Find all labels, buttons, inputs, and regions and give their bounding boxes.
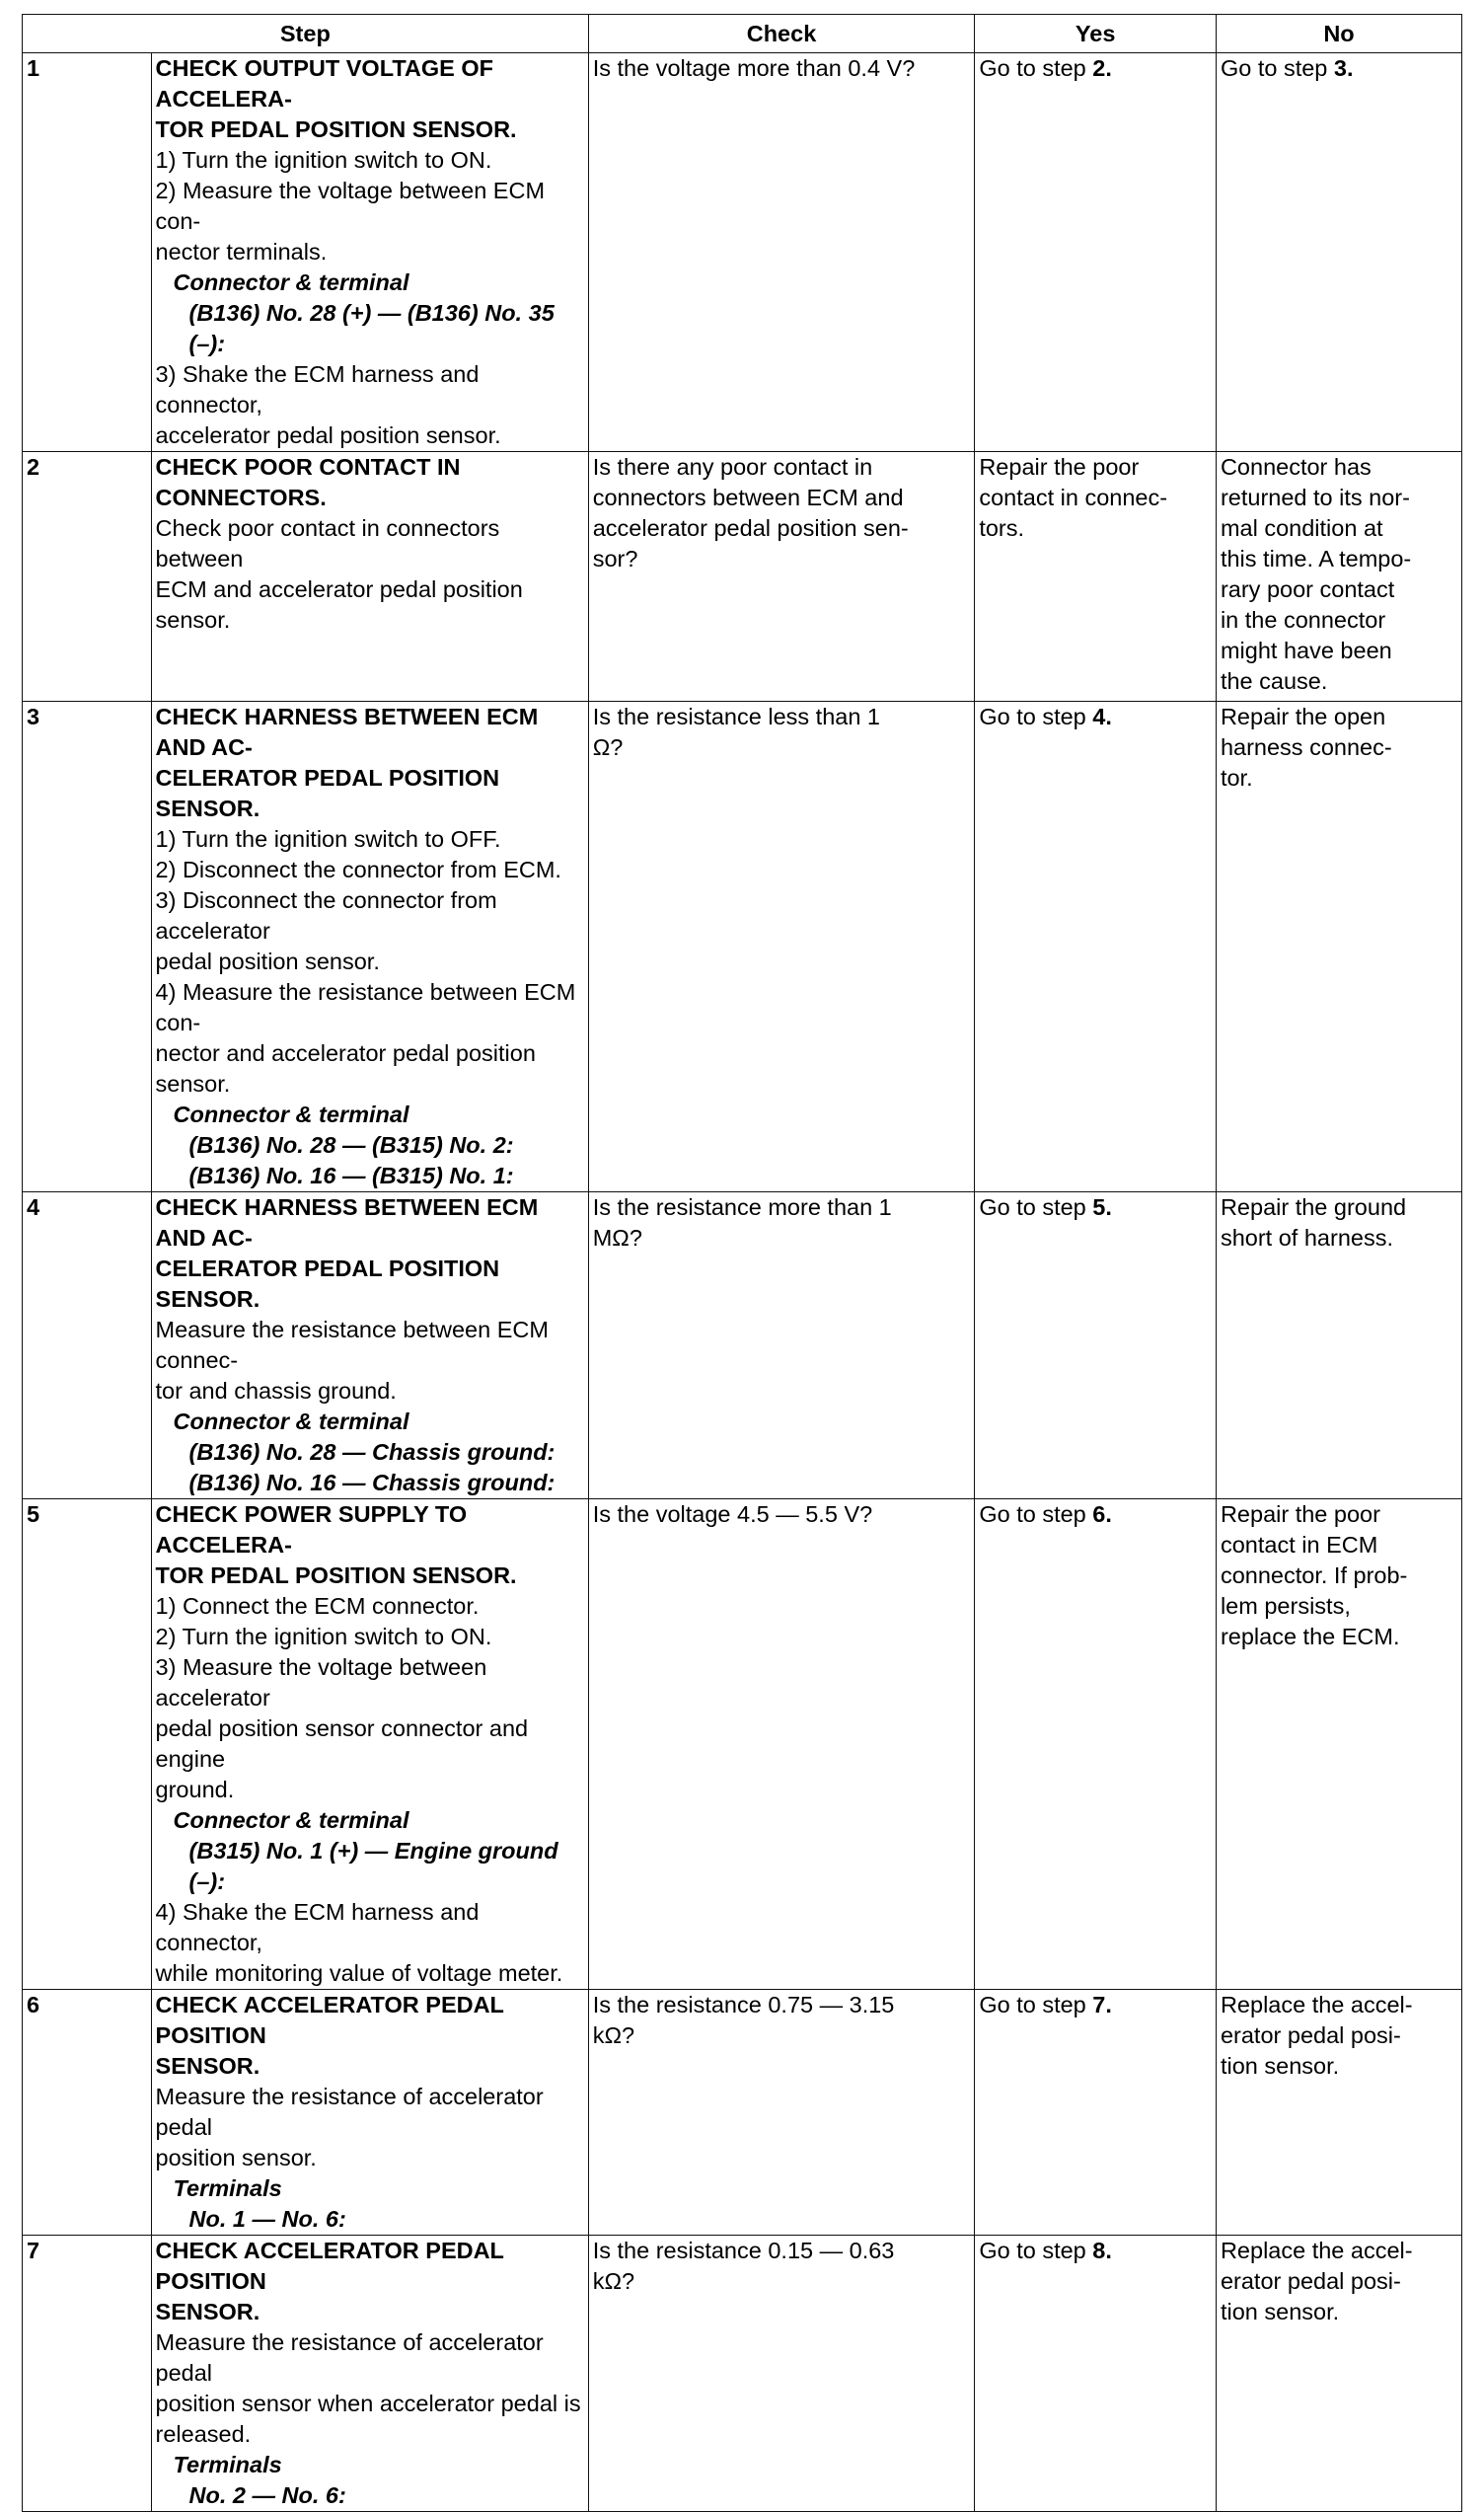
step-number: 1 xyxy=(23,53,152,452)
step-number: 6 xyxy=(23,1990,152,2236)
terminal-spec: (B136) No. 16 — (B315) No. 1: xyxy=(188,1163,514,1188)
no-action xyxy=(1216,53,1461,452)
step-title: TOR PEDAL POSITION SENSOR. xyxy=(155,116,517,142)
check-question xyxy=(588,2236,975,2512)
step-instruction: ECM and accelerator pedal position sensor. xyxy=(155,576,523,633)
check-line: accelerator pedal position sen- xyxy=(592,515,909,541)
step-row xyxy=(23,53,1462,452)
diagnostic-table xyxy=(22,14,1462,2512)
step-instruction: 2) Measure the voltage between ECM con- xyxy=(155,178,546,234)
step-description xyxy=(151,1192,588,1499)
no-action xyxy=(1216,452,1461,702)
terminal-spec: (B315) No. 1 (+) — Engine ground (–): xyxy=(188,1838,558,1894)
no-line: erator pedal posi- xyxy=(1220,2268,1401,2294)
yes-text: Go to step xyxy=(979,1194,1093,1220)
step-title: SENSOR. xyxy=(155,2299,260,2324)
step-row xyxy=(23,1192,1462,1499)
no-line: tor. xyxy=(1220,765,1253,791)
step-title: CHECK HARNESS BETWEEN ECM AND AC- xyxy=(155,1194,539,1251)
step-number: 4 xyxy=(23,1192,152,1499)
header-check: Check xyxy=(588,15,975,53)
connector-label: Terminals xyxy=(173,2452,282,2477)
connector-label: Connector & terminal xyxy=(173,269,409,295)
header-no: No xyxy=(1216,15,1461,53)
terminal-spec: (B136) No. 28 — Chassis ground: xyxy=(188,1439,556,1465)
check-question xyxy=(588,1499,975,1990)
step-title: CHECK ACCELERATOR PEDAL POSITION xyxy=(155,1992,504,2048)
header-step: Step xyxy=(23,15,589,53)
no-line: rary poor contact xyxy=(1220,576,1395,602)
yes-step-ref: 7. xyxy=(1092,1992,1112,2017)
yes-step-ref: 4. xyxy=(1092,704,1112,729)
yes-action xyxy=(975,53,1217,452)
no-line: harness connec- xyxy=(1220,734,1392,760)
terminal-spec: (B136) No. 16 — Chassis ground: xyxy=(188,1470,556,1495)
step-instruction: Measure the resistance of accelerator pedal xyxy=(155,2084,544,2140)
yes-step-ref: 5. xyxy=(1092,1194,1112,1220)
no-line: the cause. xyxy=(1220,668,1328,694)
step-title: CELERATOR PEDAL POSITION SENSOR. xyxy=(155,1256,500,1312)
step-instruction: 1) Connect the ECM connector. xyxy=(155,1593,480,1619)
check-line: kΩ? xyxy=(592,2268,635,2294)
yes-action xyxy=(975,2236,1217,2512)
step-row xyxy=(23,2236,1462,2512)
no-line: tion sensor. xyxy=(1220,2053,1340,2079)
check-question xyxy=(588,702,975,1192)
connector-label: Connector & terminal xyxy=(173,1102,409,1127)
terminal-spec: (B136) No. 28 (+) — (B136) No. 35 (–): xyxy=(188,300,555,356)
step-row xyxy=(23,1990,1462,2236)
step-instruction: 3) Disconnect the connector from accelerator xyxy=(155,887,497,944)
yes-action xyxy=(975,1499,1217,1990)
check-line: Is the resistance less than 1 xyxy=(592,704,880,729)
step-title: CHECK POWER SUPPLY TO ACCELERA- xyxy=(155,1501,468,1558)
step-title: CHECK ACCELERATOR PEDAL POSITION xyxy=(155,2238,504,2294)
step-row xyxy=(23,452,1462,702)
connector-label: Connector & terminal xyxy=(173,1807,409,1833)
step-instruction: 2) Disconnect the connector from ECM. xyxy=(155,857,561,882)
step-instruction: 1) Turn the ignition switch to OFF. xyxy=(155,826,501,852)
no-line: Repair the poor xyxy=(1220,1501,1380,1527)
check-question xyxy=(588,53,975,452)
step-instruction: pedal position sensor connector and engine xyxy=(155,1715,529,1772)
no-action xyxy=(1216,2236,1461,2512)
no-action xyxy=(1216,1499,1461,1990)
check-question xyxy=(588,452,975,702)
no-line: erator pedal posi- xyxy=(1220,2022,1401,2048)
no-line: lem persists, xyxy=(1220,1593,1351,1619)
step-instruction: 4) Shake the ECM harness and connector, xyxy=(155,1899,480,1955)
step-instruction: released. xyxy=(155,2421,252,2447)
check-line: Is the resistance more than 1 xyxy=(592,1194,892,1220)
step-row xyxy=(23,1499,1462,1990)
step-title: CHECK POOR CONTACT IN CONNECTORS. xyxy=(155,454,461,510)
step-description xyxy=(151,2236,588,2512)
step-instruction: accelerator pedal position sensor. xyxy=(155,422,501,448)
no-line: this time. A tempo- xyxy=(1220,546,1412,571)
check-line: Is the voltage 4.5 — 5.5 V? xyxy=(592,1501,873,1527)
check-question xyxy=(588,1192,975,1499)
no-line: Replace the accel- xyxy=(1220,1992,1413,2017)
step-title: CELERATOR PEDAL POSITION SENSOR. xyxy=(155,765,500,821)
no-line: short of harness. xyxy=(1220,1225,1393,1251)
step-instruction: 2) Turn the ignition switch to ON. xyxy=(155,1624,492,1649)
step-number: 3 xyxy=(23,702,152,1192)
step-number: 5 xyxy=(23,1499,152,1990)
no-action xyxy=(1216,1192,1461,1499)
no-text: Go to step xyxy=(1220,55,1334,81)
step-instruction: pedal position sensor. xyxy=(155,949,380,974)
yes-step-ref: 8. xyxy=(1092,2238,1112,2263)
step-instruction: nector and accelerator pedal position sensor. xyxy=(155,1040,536,1097)
step-instruction: ground. xyxy=(155,1777,235,1802)
step-instruction: while monitoring value of voltage meter. xyxy=(155,1960,563,1986)
yes-text: Go to step xyxy=(979,1501,1093,1527)
yes-line: contact in connec- xyxy=(979,485,1168,510)
step-instruction: 1) Turn the ignition switch to ON. xyxy=(155,147,492,173)
check-line: Is the resistance 0.75 — 3.15 xyxy=(592,1992,895,2017)
check-question xyxy=(588,1990,975,2236)
step-description xyxy=(151,1499,588,1990)
no-line: Repair the ground xyxy=(1220,1194,1407,1220)
step-instruction: 4) Measure the resistance between ECM con- xyxy=(155,979,576,1035)
yes-text: Go to step xyxy=(979,704,1093,729)
step-description xyxy=(151,53,588,452)
yes-line: tors. xyxy=(979,515,1025,541)
check-line: MΩ? xyxy=(592,1225,642,1251)
no-line: Connector has xyxy=(1220,454,1372,480)
no-line: replace the ECM. xyxy=(1220,1624,1400,1649)
yes-action xyxy=(975,452,1217,702)
no-line: connector. If prob- xyxy=(1220,1562,1408,1588)
step-instruction: Measure the resistance between ECM connec- xyxy=(155,1317,549,1373)
no-line: tion sensor. xyxy=(1220,2299,1340,2324)
header-yes: Yes xyxy=(975,15,1217,53)
yes-line: Repair the poor xyxy=(979,454,1140,480)
step-number: 2 xyxy=(23,452,152,702)
step-description xyxy=(151,702,588,1192)
check-line: sor? xyxy=(592,546,638,571)
step-description xyxy=(151,452,588,702)
step-instruction: nector terminals. xyxy=(155,239,328,265)
yes-step-ref: 2. xyxy=(1092,55,1112,81)
yes-action xyxy=(975,1192,1217,1499)
yes-text: Go to step xyxy=(979,2238,1093,2263)
step-description xyxy=(151,1990,588,2236)
step-row xyxy=(23,702,1462,1192)
check-line: connectors between ECM and xyxy=(592,485,904,510)
yes-action xyxy=(975,1990,1217,2236)
yes-action xyxy=(975,702,1217,1192)
yes-step-ref: 6. xyxy=(1092,1501,1112,1527)
step-instruction: Measure the resistance of accelerator pedal xyxy=(155,2329,544,2386)
step-title: TOR PEDAL POSITION SENSOR. xyxy=(155,1562,517,1588)
step-instruction: position sensor when accelerator pedal is xyxy=(155,2391,581,2416)
check-line: kΩ? xyxy=(592,2022,635,2048)
no-line: might have been xyxy=(1220,638,1392,663)
no-line: in the connector xyxy=(1220,607,1386,633)
check-line: Is the voltage more than 0.4 V? xyxy=(592,55,916,81)
yes-text: Go to step xyxy=(979,55,1093,81)
step-title: SENSOR. xyxy=(155,2053,260,2079)
no-line: mal condition at xyxy=(1220,515,1383,541)
no-line: Replace the accel- xyxy=(1220,2238,1413,2263)
step-instruction: Check poor contact in connectors between xyxy=(155,515,500,571)
no-line: returned to its nor- xyxy=(1220,485,1410,510)
terminal-spec: (B136) No. 28 — (B315) No. 2: xyxy=(188,1132,514,1158)
header-row xyxy=(23,15,1462,53)
no-line: contact in ECM xyxy=(1220,1532,1378,1558)
no-action xyxy=(1216,702,1461,1192)
no-step-ref: 3. xyxy=(1333,55,1354,81)
check-line: Ω? xyxy=(592,734,624,760)
check-line: Is the resistance 0.15 — 0.63 xyxy=(592,2238,895,2263)
connector-label: Terminals xyxy=(173,2175,282,2201)
yes-text: Go to step xyxy=(979,1992,1093,2017)
check-line: Is there any poor contact in xyxy=(592,454,873,480)
step-instruction: 3) Shake the ECM harness and connector, xyxy=(155,361,480,418)
step-instruction: position sensor. xyxy=(155,2145,317,2170)
step-instruction: 3) Measure the voltage between accelerator xyxy=(155,1654,487,1711)
step-number: 7 xyxy=(23,2236,152,2512)
connector-label: Connector & terminal xyxy=(173,1408,409,1434)
step-instruction: tor and chassis ground. xyxy=(155,1378,397,1404)
terminal-spec: No. 2 — No. 6: xyxy=(188,2482,346,2508)
no-action xyxy=(1216,1990,1461,2236)
step-title: CHECK HARNESS BETWEEN ECM AND AC- xyxy=(155,704,539,760)
step-title: CHECK OUTPUT VOLTAGE OF ACCELERA- xyxy=(155,55,494,112)
no-line: Repair the open xyxy=(1220,704,1386,729)
terminal-spec: No. 1 — No. 6: xyxy=(188,2206,346,2232)
